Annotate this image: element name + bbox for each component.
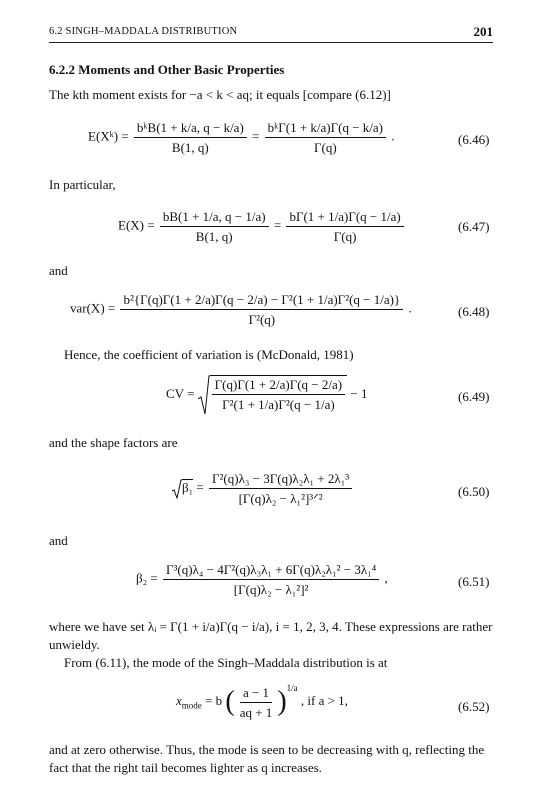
- shape-factors-text: and the shape factors are: [49, 435, 178, 450]
- eq649-numerator: Γ(q)Γ(1 + 2/a)Γ(q − 2/a): [212, 377, 345, 395]
- eq652-condition: , if a > 1,: [300, 693, 348, 708]
- eq652-lhs: $x_{mode}$: [176, 693, 202, 711]
- eq650-fraction: [209, 471, 352, 506]
- eq649-sqrt: [198, 375, 347, 415]
- eq646-f1-numerator: bᵏB(1 + k/a, q − k/a): [134, 120, 247, 138]
- intro-paragraph: The kth moment exists for −a < k < aq; it equals [compare (6.12)]: [49, 87, 391, 102]
- equation-6-48: [70, 292, 412, 327]
- eq650-numerator: Γ²(q)λ₃ − 3Γ(q)λ₂λ₁ + 2λ₁³: [209, 471, 352, 489]
- eq646-f1-denominator: B(1, q): [171, 140, 209, 155]
- eq649-minus-one: − 1: [350, 385, 368, 401]
- eq650-equals: =: [196, 479, 204, 495]
- equation-number-6-48: (6.48): [458, 304, 490, 319]
- eq652-denominator: aq + 1: [239, 704, 273, 720]
- equation-number-6-51: (6.51): [458, 574, 490, 589]
- eq646-f2-numerator: bᵏΓ(1 + k/a)Γ(q − k/a): [265, 120, 386, 138]
- eq649-lhs: CV =: [166, 385, 195, 401]
- eq647-fraction-1: [160, 209, 269, 244]
- equation-number-6-50: (6.50): [458, 484, 490, 499]
- equation-number-6-52: (6.52): [458, 699, 490, 714]
- where-paragraph: where we have set λᵢ = Γ(1 + i/a)Γ(q − i/a), i = 1, 2, 3, 4. These expressions are rather unwieldy.: [49, 619, 493, 652]
- right-paren: ): [277, 686, 287, 718]
- conclusion-paragraph: and at zero otherwise. Thus, the mode is seen to be decreasing with q, reflecting the fact that the right tail becomes lighter as q increases.: [49, 742, 485, 775]
- eq652-equals-b: = b: [205, 693, 223, 708]
- eq649-denominator: Γ²(1 + 1/a)Γ²(q − 1/a): [222, 397, 335, 412]
- eq646-fraction-2: [265, 120, 386, 155]
- eq647-lhs: E(X) =: [118, 217, 155, 233]
- equation-number-6-49: (6.49): [458, 389, 490, 404]
- eq646-f2-denominator: Γ(q): [313, 140, 337, 155]
- eq647-f1-numerator: bB(1 + 1/a, q − 1/a): [160, 209, 269, 227]
- eq651-numerator: Γ³(q)λ₄ − 4Γ²(q)λ₃λ₁ + 6Γ(q)λ₂λ₁² − 3λ₁⁴: [163, 562, 379, 580]
- eq648-period: .: [408, 300, 412, 316]
- eq652-numerator: a − 1: [240, 685, 272, 703]
- eq646-lhs: E(Xᵏ) =: [88, 128, 129, 144]
- equation-6-46: [88, 120, 395, 155]
- eq647-fraction-2: [286, 209, 403, 244]
- eq652-fraction: [237, 685, 276, 720]
- eq652-exponent: 1/a: [286, 683, 298, 693]
- equation-6-50: [172, 471, 354, 506]
- eq646-equals: =: [252, 128, 260, 144]
- eq650-radicand: β₁: [182, 479, 193, 499]
- eq650-sqrt: [172, 479, 193, 499]
- eq646-fraction-1: [134, 120, 247, 155]
- eq649-radicand: [210, 375, 347, 415]
- eq648-denominator: Γ²(q): [248, 312, 276, 327]
- eq650-denominator: [Γ(q)λ₂ − λ₁²]³ᐟ²: [238, 491, 323, 506]
- section-title: 6.2 SINGH–MADDALA DISTRIBUTION: [49, 26, 238, 37]
- eq647-f2-numerator: bΓ(1 + 1/a)Γ(q − 1/a): [286, 209, 403, 227]
- equation-number-6-46: (6.46): [458, 132, 490, 147]
- subsection-heading: 6.2.2 Moments and Other Basic Properties: [49, 62, 285, 77]
- hence-text: Hence, the coefficient of variation is (McDonald, 1981): [64, 347, 354, 362]
- in-particular-text: In particular,: [49, 177, 116, 192]
- page-number: 201: [473, 24, 493, 39]
- equation-6-49: [166, 375, 367, 415]
- eq648-numerator: b²{Γ(q)Γ(1 + 2/a)Γ(q − 2/a) − Γ²(1 + 1/a)Γ²(q − 1/a)}: [120, 292, 403, 310]
- eq647-equals: =: [273, 217, 282, 233]
- eq651-lhs: β₂ =: [136, 570, 158, 586]
- eq648-fraction: [120, 292, 403, 327]
- equation-number-6-47: (6.47): [458, 219, 490, 234]
- sqrt-radical-icon: [172, 479, 182, 499]
- and-text-2: and: [49, 533, 68, 548]
- equation-6-47: [118, 209, 406, 244]
- left-paren: (: [225, 686, 235, 718]
- eq648-lhs: var(X) =: [70, 300, 116, 316]
- eq652-lhs-subscript: mode: [181, 700, 202, 711]
- sqrt-radical-icon: [198, 375, 210, 415]
- eq647-f1-denominator: B(1, q): [195, 229, 233, 244]
- and-text-1: and: [49, 263, 68, 278]
- eq647-f2-denominator: Γ(q): [333, 229, 357, 244]
- running-header: [49, 24, 493, 43]
- equation-6-52: [176, 683, 348, 720]
- eq651-fraction: [163, 562, 379, 597]
- mode-intro-text: From (6.11), the mode of the Singh–Maddala distribution is at: [64, 655, 388, 670]
- eq649-fraction: [212, 377, 345, 412]
- eq646-period: .: [391, 128, 395, 144]
- eq651-denominator: [Γ(q)λ₂ − λ₁²]²: [233, 582, 309, 597]
- eq651-comma: ,: [384, 570, 388, 586]
- equation-6-51: [136, 562, 388, 597]
